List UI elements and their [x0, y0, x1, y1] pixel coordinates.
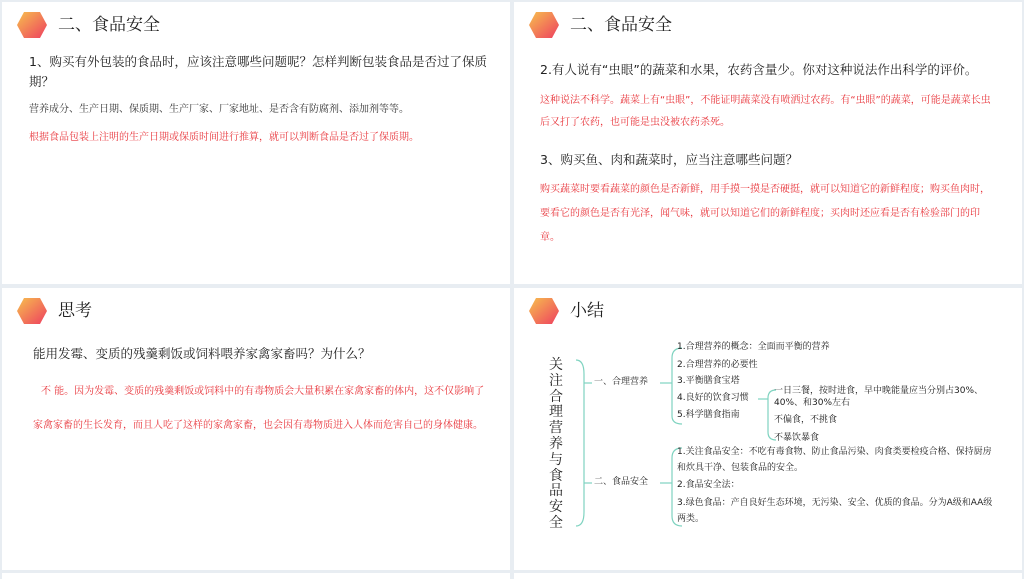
slide-title: 二、食品安全: [570, 15, 672, 35]
food-safety-item-2: 2.食品安全法：: [677, 480, 740, 490]
hexagon-icon: [16, 11, 48, 39]
slide-title: 小结: [570, 301, 604, 321]
hexagon-icon: [16, 297, 48, 325]
nutrition-item-1: 1.合理营养的概念：全面而平衡的营养: [677, 342, 830, 352]
nutrition-item-5: 5.科学膳食指南: [677, 410, 740, 420]
food-safety-item-1: 1.关注食品安全：不吃有毒食物、防止食品污染、肉食类要检疫合格、保持厨房和炊具干净、包装食品的安全。: [677, 447, 992, 473]
next-slide-edge-left: [2, 573, 510, 579]
hexagon-icon: [528, 11, 560, 39]
habit-item-3: 不暴饮暴食: [774, 433, 820, 443]
question-text: 能用发霉、变质的残羹剩饭或饲料喂养家禽家畜吗？为什么？: [33, 346, 371, 361]
next-slide-edge-right: [514, 573, 1022, 579]
question-2-text: 2.有人说有“虫眼”的蔬菜和水果，农药含量少。你对这种说法作出科学的评价。: [540, 62, 978, 77]
question-3-text: 3、购买鱼、肉和蔬菜时，应当注意哪些问题？: [540, 152, 798, 167]
slide-thinking: [2, 288, 510, 570]
answer-text: 不 能。因为发霉、变质的残羹剩饭或饲料中的有毒物质会大量积累在家禽家畜的体内，这不仅影响了家禽家畜的生长发育，而且人吃了这样的家禽家畜，也会因有毒物质进入人体而危害自己的身体健康。: [33, 386, 485, 431]
slide-summary: [514, 288, 1022, 570]
slide-title: 思考: [58, 301, 92, 321]
answer-3-text: 购买蔬菜时要看蔬菜的颜色是否新鲜，用手摸一摸是否硬挺，就可以知道它的新鲜程度；购买鱼肉时，要看它的颜色是否有光泽，闻气味，就可以知道它们的新鲜程度；买肉时还应看是否有检验部门的印章。: [540, 184, 990, 243]
answer-2-text: 这种说法不科学。蔬菜上有“虫眼”，不能证明蔬菜没有喷洒过农药。有“虫眼”的蔬菜，可能是蔬菜长虫后又打了农药，也可能是虫没被农药杀死。: [540, 95, 991, 128]
nutrition-item-2: 2.合理营养的必要性: [677, 360, 758, 370]
question-text: 1、购买有外包装的食品时，应该注意哪些问题呢？怎样判断包装食品是否过了保质期？: [29, 54, 487, 89]
info-text: 营养成分、生产日期、保质期、生产厂家、厂家地址、是否含有防腐剂、添加剂等等。: [29, 104, 409, 115]
nutrition-item-3: 3.平衡膳食宝塔: [677, 376, 740, 386]
branch-food-safety-label: 二、食品安全: [594, 477, 649, 487]
slide-title: 二、食品安全: [58, 15, 160, 35]
food-safety-item-3: 3.绿色食品：产自良好生态环境，无污染、安全、优质的食品。分为A级和AA级两类。: [677, 498, 993, 524]
habit-item-1: 一日三餐，按时进食，早中晚能量应当分别占30%、40%、和30%左右: [774, 386, 984, 408]
slide-food-safety-2: [514, 2, 1022, 284]
mindmap-root: 关注合理营养与食品安全: [549, 357, 563, 531]
answer-text: 根据食品包装上注明的生产日期或保质时间进行推算，就可以判断食品是否过了保质期。: [29, 132, 419, 143]
mindmap-connectors: [514, 288, 1022, 570]
habit-item-2: 不偏食，不挑食: [774, 415, 838, 425]
slide-food-safety-1: [2, 2, 510, 284]
nutrition-item-4: 4.良好的饮食习惯: [677, 393, 749, 403]
branch-nutrition-label: 一、合理营养: [594, 377, 649, 387]
